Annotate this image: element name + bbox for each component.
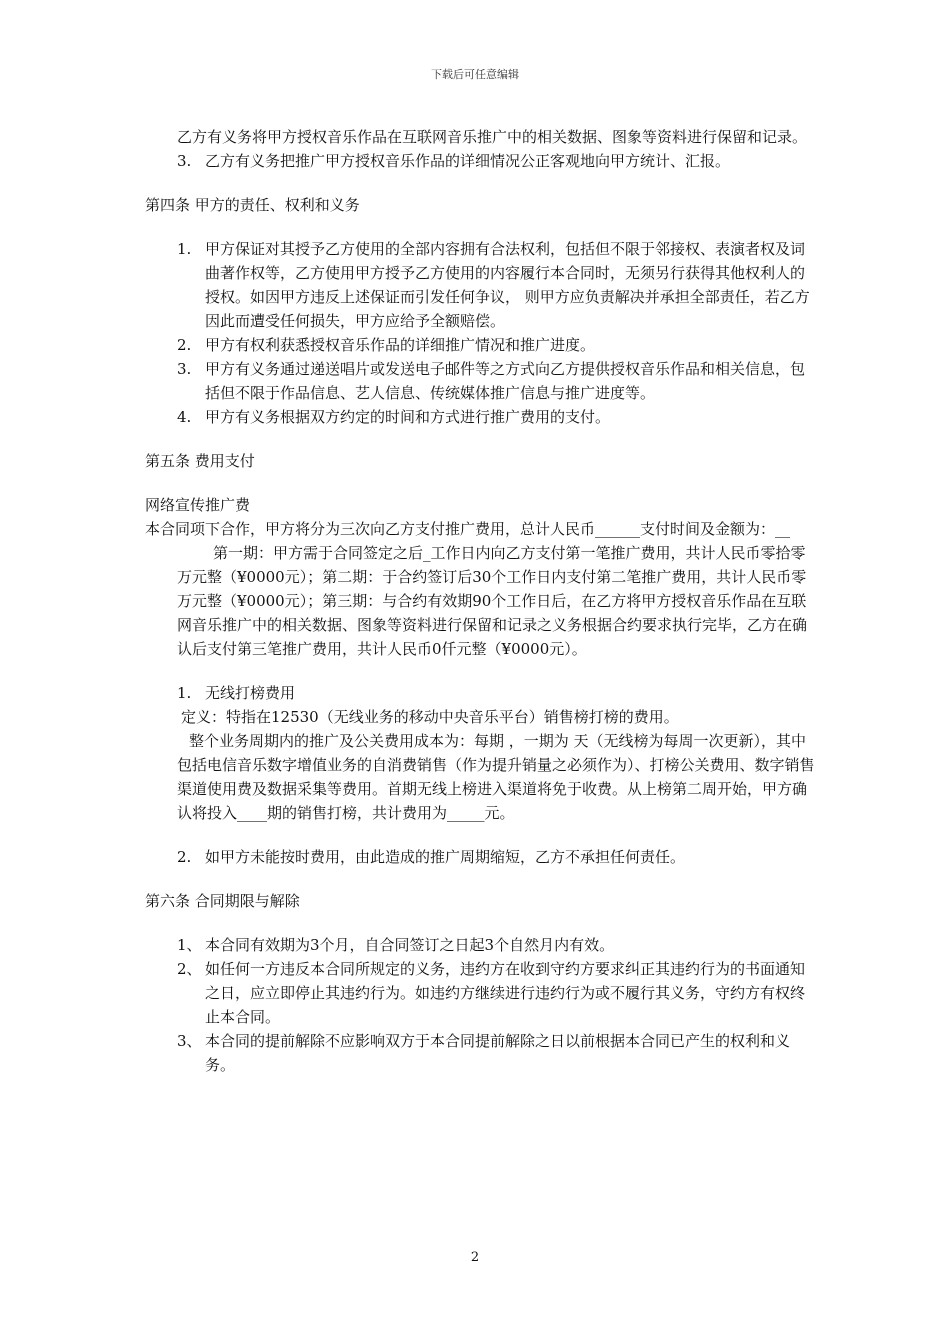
list-number: 3. — [177, 360, 192, 378]
list-number: 3. — [177, 152, 192, 170]
continuation-paragraph: 乙方有义务将甲方授权音乐作品在互联网音乐推广中的相关数据、图象等资料进行保留和记录。 — [177, 128, 808, 146]
document-body — [145, 125, 815, 1077]
list-number: 2. — [177, 336, 192, 354]
definition-paragraph: 定义：特指在12530（无线业务的移动中央音乐平台）销售榜打榜的费用。 — [181, 708, 679, 726]
list-number: 1. — [177, 240, 192, 258]
list-item — [145, 681, 815, 705]
list-item — [145, 237, 815, 333]
list-text: 如甲方未能按时费用，由此造成的推广周期缩短，乙方不承担任何责任。 — [205, 848, 686, 866]
page-number: 2 — [470, 1250, 480, 1265]
list-item — [145, 933, 815, 957]
payment-paragraph: 第一期：甲方需于合同签定之后_工作日内向乙方支付第一笔推广费用，共计人民币零拾零万元整（¥0000元）；第二期：于合约签订后30个工作日内支付第二笔推广费用，共计人民币零万元整（¥0000元）；第三期：与合约有效期90个工作日后，在乙方将甲方授权音乐作品在互联网音乐推广中的相关数据、图象等资料进行保留和记录之义务根据合约要求执行完毕，乙方在确认后支付第三笔推广费用，共计人民币0仟元整（¥0000元）。 — [177, 544, 808, 658]
section-heading: 第五条 费用支付 — [145, 452, 255, 470]
list-number: 2、 — [177, 960, 202, 978]
list-text: 无线打榜费用 — [205, 684, 296, 702]
list-item — [145, 1029, 815, 1077]
section-heading: 第四条 甲方的责任、权利和义务 — [145, 196, 360, 214]
list-number: 1、 — [177, 936, 202, 954]
list-text: 甲方有义务通过递送唱片或发送电子邮件等之方式向乙方提供授权音乐作品和相关信息，包括但不限于作品信息、艺人信息、传统媒体推广信息与推广进度等。 — [205, 360, 806, 402]
list-item — [145, 357, 815, 405]
list-number: 1. — [177, 684, 192, 702]
list-text: 如任何一方违反本合同所规定的义务，违约方在收到守约方要求纠正其违约行为的书面通知之日，应立即停止其违约行为。如违约方继续进行违约行为或不履行其义务，守约方有权终止本合同。 — [205, 960, 806, 1026]
page-header: 下载后可任意编辑 — [431, 68, 519, 81]
intro-paragraph: 本合同项下合作，甲方将分为三次向乙方支付推广费用，总计人民币______支付时间及金额为：__ — [145, 520, 791, 538]
list-text: 本合同有效期为3个月，自合同签订之日起3个自然月内有效。 — [205, 936, 615, 954]
list-text: 乙方有义务把推广甲方授权音乐作品的详细情况公正客观地向甲方统计、汇报。 — [205, 152, 731, 170]
list-text: 甲方有权利获悉授权音乐作品的详细推广情况和推广进度。 — [205, 336, 596, 354]
list-number: 3、 — [177, 1032, 202, 1050]
list-text: 甲方保证对其授予乙方使用的全部内容拥有合法权利，包括但不限于邻接权、表演者权及词曲著作权等，乙方使用甲方授予乙方使用的内容履行本合同时，无须另行获得其他权利人的授权。如因甲方违反上述保证而引发任何争议， 则甲方应负责解决并承担全部责任，若乙方因此而遭受任何损失，甲方应给予全额赔偿。 — [205, 240, 810, 330]
list-text: 甲方有义务根据双方约定的时间和方式进行推广费用的支付。 — [205, 408, 611, 426]
list-item — [145, 405, 815, 429]
subsection-heading: 网络宣传推广费 — [145, 496, 251, 514]
list-text: 本合同的提前解除不应影响双方于本合同提前解除之日以前根据本合同已产生的权利和义务。 — [205, 1032, 791, 1074]
list-item — [145, 333, 815, 357]
list-item — [145, 957, 815, 1029]
section-heading: 第六条 合同期限与解除 — [145, 892, 300, 910]
list-number: 4. — [177, 408, 192, 426]
list-number: 2. — [177, 848, 192, 866]
list-item — [145, 149, 815, 173]
list-item — [145, 845, 815, 869]
cost-paragraph: 整个业务周期内的推广及公关费用成本为：每期 ，一期为 天（无线榜为每周一次更新），其中包括电信音乐数字增值业务的自消费销售（作为提升销量之必须作为）、打榜公关费用、数字销售渠道使用费及数据采集等费用。首期无线上榜进入渠道将免于收费。从上榜第二周开始，甲方确认将投入____期的销售打榜，共计费用为_____元。 — [177, 732, 815, 822]
